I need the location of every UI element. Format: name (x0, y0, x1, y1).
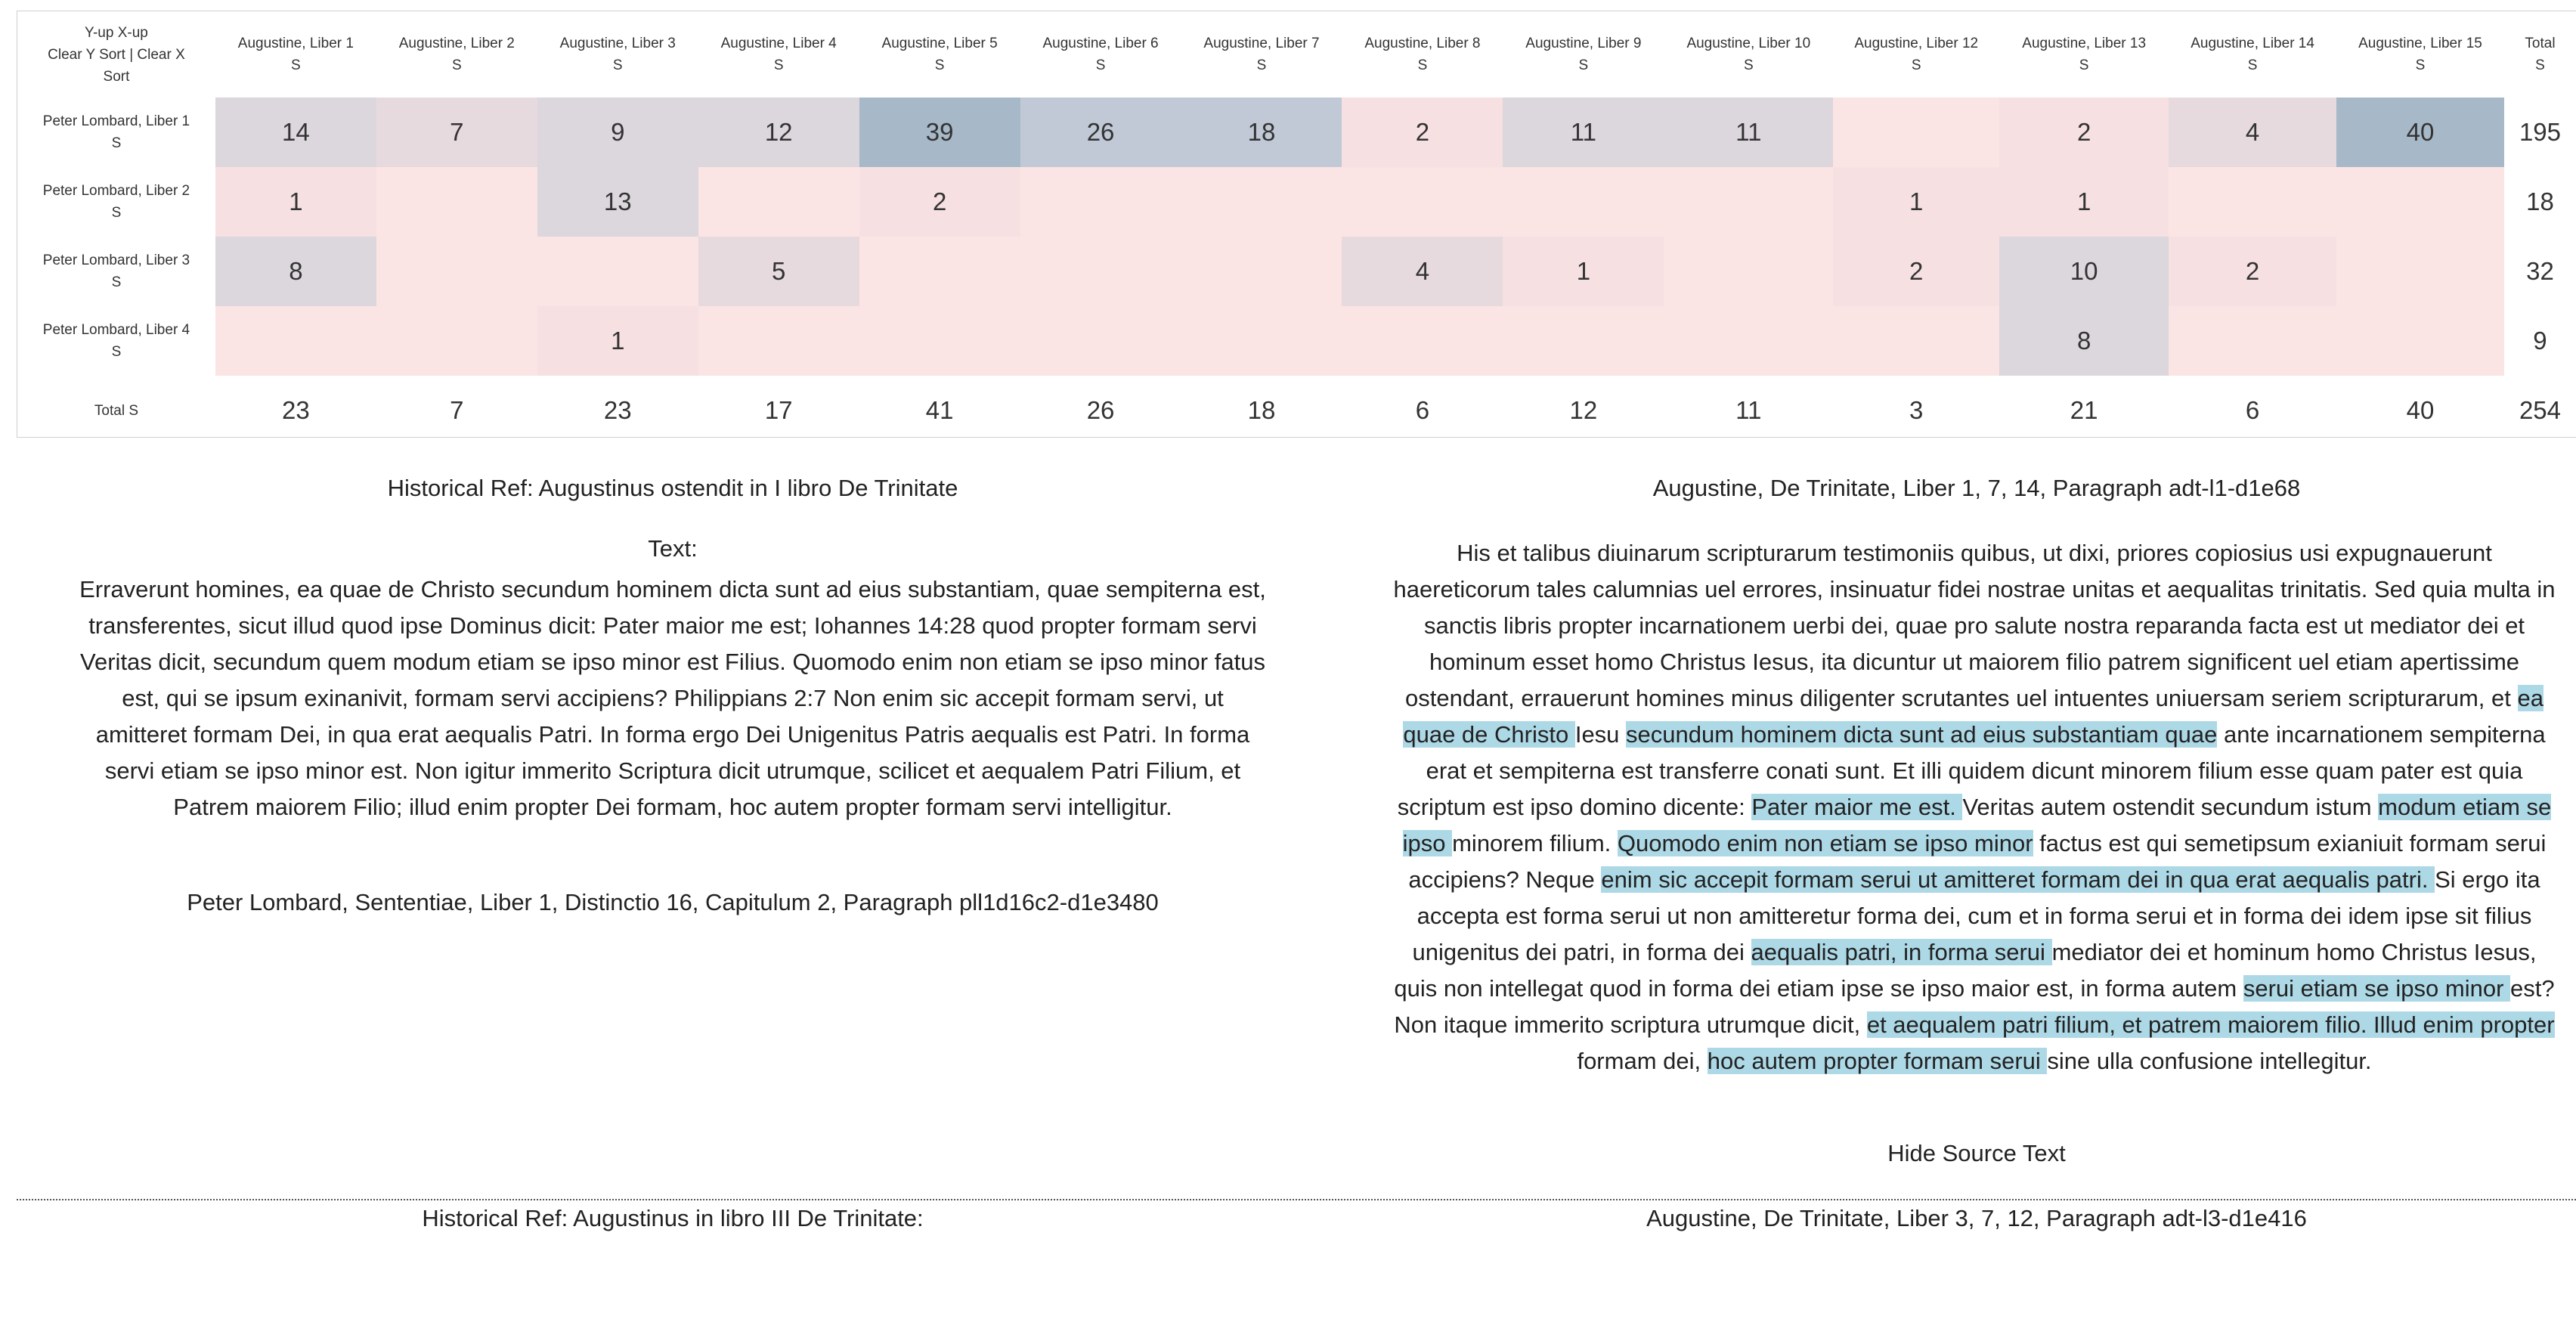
column-header-title: Augustine, Liber 4 (720, 36, 837, 51)
column-total: 3 (1909, 396, 1924, 424)
column-header-title: Augustine, Liber 2 (398, 36, 515, 51)
section-divider (17, 1199, 2576, 1200)
source-text-segment: formam dei, (1577, 1048, 1708, 1074)
right-source-text (1389, 535, 2559, 1079)
column-header-title: Augustine, Liber 7 (1203, 36, 1320, 51)
matrix-cell[interactable]: 5 (698, 237, 859, 306)
hide-source-text-link[interactable]: Hide Source Text (1887, 1140, 2066, 1166)
citation-matrix (17, 11, 2576, 438)
column-header[interactable] (1664, 11, 1833, 98)
column-total: 17 (764, 396, 793, 424)
matrix-cell[interactable]: 11 (1503, 98, 1664, 167)
column-total: 18 (1247, 396, 1276, 424)
matrix-cell (698, 167, 859, 237)
column-header-title: Augustine, Liber 10 (1686, 36, 1811, 51)
matrix-cell (2169, 306, 2336, 376)
matrix-cell[interactable]: 26 (1020, 98, 1181, 167)
column-sort-link[interactable]: S (1256, 57, 1267, 73)
source-text-segment: sine ulla confusione intellegitur. (2047, 1048, 2372, 1074)
source-text-segment: mediator dei et hominum homo Christus Iesus, quis non intellegat quod in forma dei etiam ipse se ipso maior est, in forma autem (1394, 939, 2537, 1002)
column-total: 21 (2070, 396, 2098, 424)
row-total: 195 (2504, 98, 2576, 167)
highlighted-match: Pater maior me est. (1751, 794, 1963, 820)
matrix-cell (376, 167, 537, 237)
source-text-segment: Iesu (1574, 721, 1627, 748)
matrix-row (17, 167, 2576, 237)
matrix-row (17, 306, 2576, 376)
column-header[interactable] (376, 11, 537, 98)
row-header[interactable] (17, 98, 215, 167)
matrix-body (17, 98, 2576, 376)
matrix-cell[interactable]: 10 (1999, 237, 2169, 306)
matrix-cell (1181, 167, 1342, 237)
matrix-cell[interactable]: 8 (1999, 306, 2169, 376)
row-header-title: Peter Lombard, Liber 2 (42, 183, 190, 199)
column-header[interactable] (1999, 11, 2169, 98)
matrix-cell (1020, 167, 1181, 237)
column-header[interactable] (2169, 11, 2336, 98)
column-sort-link[interactable]: S (1417, 57, 1428, 73)
matrix-cell (1664, 167, 1833, 237)
highlighted-match: secundum hominem dicta sunt ad eius substantiam quae (1626, 721, 2218, 748)
column-sort-link[interactable]: S (612, 57, 623, 73)
highlighted-match: modum etiam se ipso (1402, 794, 2552, 856)
row-sort-link[interactable]: S (111, 135, 122, 151)
column-sort-link[interactable]: S (291, 57, 301, 73)
column-header-title: Augustine, Liber 14 (2191, 36, 2314, 51)
column-sort-link[interactable]: S (1095, 57, 1106, 73)
source-text-segment: Veritas autem ostendit secundum istum (1962, 794, 2379, 820)
column-header[interactable] (1503, 11, 1664, 98)
matrix-cell (1833, 98, 1999, 167)
matrix-cell (1664, 306, 1833, 376)
column-header-title: Augustine, Liber 13 (2022, 36, 2147, 51)
source-text-segment: minorem filium. (1452, 830, 1618, 856)
row-header-title: Peter Lombard, Liber 1 (42, 113, 190, 129)
matrix-cell[interactable]: 1 (215, 167, 376, 237)
left-text-body: Erraverunt homines, ea quae de Christo secundum hominem dicta sunt ad eius substantiam, quae sempiterna est, transferentes, sicut illud quod ipse Dominus dicit: Pater maior me est; Iohannes 14:28 quod propter formam servi Veritas dicit, secundum quem modum etiam se ipso minor est Filius. Quomodo enim non etiam se ipso minor fatus est, qui se ipsum exinanivit, formam servi accipiens? Philippians 2:7 Non enim sic accepit formam servi, ut amitteret formam Dei, in qua erat aequalis Patri. In forma ergo Dei Unigenitus Patris aequalis est Patri. In forma servi etiam se ipso minor est. Non igitur immerito Scriptura dicit utrumque, scilicet et aequalem Patri Filium, et Patrem maiorem Filio; illud enim propter Dei formam, hoc autem propter formam servi intelligitur. (79, 576, 1266, 820)
row-header-title: Peter Lombard, Liber 3 (42, 252, 190, 268)
column-sort-link[interactable]: S (934, 57, 945, 73)
matrix-cell (859, 237, 1020, 306)
matrix-cell (2336, 167, 2504, 237)
total-row (17, 376, 2576, 445)
highlighted-match: aequalis patri, in forma serui (1751, 939, 2052, 965)
highlighted-match: et aequalem patri filium, et patrem maiorem filio. Illud enim propter (1866, 1011, 2555, 1038)
axis-direction-label: Y-up X-up (85, 24, 148, 41)
matrix-cell[interactable]: 2 (2169, 237, 2336, 306)
column-total: 23 (603, 396, 632, 424)
total-column-header (2504, 11, 2576, 98)
matrix-cell (1503, 167, 1664, 237)
right-citation[interactable]: Augustine, De Trinitate, Liber 1, 7, 14, Paragraph adt-l1-d1e68 (1652, 475, 2301, 501)
column-sort-link[interactable]: S (773, 57, 784, 73)
matrix-cell (859, 306, 1020, 376)
row-sort-link[interactable]: S (111, 344, 122, 360)
column-header[interactable] (215, 11, 376, 98)
column-header[interactable] (1833, 11, 1999, 98)
matrix-cell (1833, 306, 1999, 376)
column-header-title: Augustine, Liber 5 (881, 36, 998, 51)
column-header[interactable] (859, 11, 1020, 98)
source-text-segment: Si ergo ita accepta est forma serui ut non amitteretur forma dei, cum et in forma serui et in forma dei idem ipse sit filius unigenitus dei patri, in forma dei (1412, 866, 2540, 965)
matrix-cell[interactable]: 1 (537, 306, 698, 376)
row-total: 32 (2504, 237, 2576, 306)
matrix-cell (1181, 237, 1342, 306)
column-header[interactable] (1020, 11, 1181, 98)
matrix-cell[interactable]: 7 (376, 98, 537, 167)
matrix-cell[interactable]: 2 (859, 167, 1020, 237)
column-total: 6 (2245, 396, 2260, 424)
column-total: 6 (1415, 396, 1430, 424)
column-header[interactable] (698, 11, 859, 98)
matrix-cell[interactable]: 12 (698, 98, 859, 167)
matrix-cell[interactable]: 2 (1342, 98, 1503, 167)
source-text-segment: His et talibus diuinarum scripturarum testimoniis quibus, ut dixi, priores copiosius usi expugnauerunt haereticorum tales calumnias uel errores, insinuatur fidei nostrae unitas et aequalitas trinitatis. Sed quia multa in sanctis libris propter incarnationem uerbi dei, quae pro salute nostra reparanda facta est ut mediator dei et hominum esset homo Christus Iesus, ita dicuntur ut maiorem filio patrem significent uel etiam apertissime ostendant, errauerunt homines minus diligenter scrutantes uel intuentes uniuersam seriem scripturarum, et (1393, 540, 2556, 711)
column-header-title: Augustine, Liber 1 (237, 36, 354, 51)
column-sort-link[interactable]: S (451, 57, 462, 73)
column-header[interactable] (1181, 11, 1342, 98)
clear-y-sort-link[interactable]: Clear Y Sort (48, 46, 125, 63)
highlighted-match: enim sic accepit formam serui ut amitteret formam dei in qua erat aequalis patri. (1601, 866, 2435, 893)
matrix-row (17, 98, 2576, 167)
left-citation[interactable]: Peter Lombard, Sententiae, Liber 1, Distinctio 16, Capitulum 2, Paragraph pll1d16c2-d1e3480 (187, 889, 1159, 915)
header-row (17, 11, 2576, 98)
matrix-cell[interactable]: 9 (537, 98, 698, 167)
matrix-cell (2336, 306, 2504, 376)
column-sort-link[interactable]: S (2079, 57, 2089, 73)
left-historical-ref: Historical Ref: Augustinus ostendit in I libro De Trinitate (387, 475, 958, 501)
row-header[interactable] (17, 237, 215, 306)
matrix-cell[interactable]: 39 (859, 98, 1020, 167)
highlighted-match: hoc autem propter formam serui (1707, 1048, 2048, 1074)
matrix-cell (376, 306, 537, 376)
matrix-cell (1020, 306, 1181, 376)
left-text-label: Text: (648, 535, 698, 562)
column-total: 23 (282, 396, 310, 424)
matrix-cell[interactable]: 11 (1664, 98, 1833, 167)
matrix-cell (1020, 237, 1181, 306)
matrix-cell[interactable]: 1 (1503, 237, 1664, 306)
matrix-cell[interactable]: 2 (1999, 98, 2169, 167)
matrix-cell[interactable]: 1 (1999, 167, 2169, 237)
matrix-table (17, 11, 2576, 445)
row-header-title: Peter Lombard, Liber 4 (42, 322, 190, 338)
column-total: 40 (2406, 396, 2435, 424)
row-sort-link[interactable]: S (111, 205, 122, 221)
column-header[interactable] (537, 11, 698, 98)
column-header[interactable] (1342, 11, 1503, 98)
matrix-cell (2336, 237, 2504, 306)
corner-controls (17, 11, 215, 98)
grand-total: 254 (2519, 396, 2561, 424)
matrix-cell (1503, 306, 1664, 376)
sort-separator: | (125, 46, 138, 63)
column-header-title: Augustine, Liber 15 (2358, 36, 2482, 51)
total-row-label: Total S (94, 402, 138, 419)
matrix-row (17, 237, 2576, 306)
column-total: 12 (1569, 396, 1598, 424)
matrix-cell (1342, 306, 1503, 376)
column-header[interactable] (2336, 11, 2504, 98)
matrix-cell[interactable]: 13 (537, 167, 698, 237)
next-right-citation[interactable]: Augustine, De Trinitate, Liber 3, 7, 12, Paragraph adt-l3-d1e416 (1646, 1205, 2307, 1231)
matrix-cell (537, 237, 698, 306)
matrix-cell (215, 306, 376, 376)
highlighted-match: Quomodo enim non etiam se ipso minor (1617, 830, 2033, 856)
matrix-cell (2169, 167, 2336, 237)
matrix-cell[interactable]: 4 (2169, 98, 2336, 167)
matrix-cell (1664, 237, 1833, 306)
column-sort-link[interactable]: S (2415, 57, 2426, 73)
highlighted-match: ea quae de Christo (1403, 685, 2543, 748)
column-sort-link[interactable]: S (1578, 57, 1589, 73)
column-header-title: Augustine, Liber 3 (559, 36, 676, 51)
matrix-cell (376, 237, 537, 306)
column-total: 11 (1735, 396, 1762, 424)
total-column-title: Total (2525, 36, 2556, 51)
highlighted-match: serui etiam se ipso minor (2243, 975, 2511, 1002)
clear-x-sort-link[interactable]: Clear X (137, 46, 185, 63)
row-header[interactable] (17, 306, 215, 376)
clear-x-sort-link-cont[interactable]: Sort (103, 68, 130, 85)
column-total: 7 (450, 396, 464, 424)
matrix-cell (1342, 167, 1503, 237)
total-column-sort-link[interactable]: S (2535, 57, 2545, 73)
matrix-cell[interactable]: 4 (1342, 237, 1503, 306)
column-header-title: Augustine, Liber 9 (1525, 36, 1642, 51)
matrix-cell[interactable]: 14 (215, 98, 376, 167)
source-text-segment: ante incarnationem sempiterna erat et sempiterna est transferre conati sunt. Et illi quidem dicunt minorem filium esse quam pater est quia scriptum est ipso domino dicente: (1397, 721, 2546, 820)
row-total: 18 (2504, 167, 2576, 237)
column-sort-link[interactable]: S (1911, 57, 1921, 73)
column-sort-link[interactable]: S (2247, 57, 2258, 73)
matrix-cell[interactable]: 2 (1833, 237, 1999, 306)
column-header-title: Augustine, Liber 6 (1042, 36, 1159, 51)
source-text-segment: factus est qui semetipsum exianiuit formam serui accipiens? Neque (1408, 830, 2547, 893)
source-text-segment: est? Non itaque immerito scriptura utrumque dicit, (1394, 975, 2555, 1038)
column-total: 26 (1086, 396, 1115, 424)
column-total: 41 (925, 396, 954, 424)
matrix-cell[interactable]: 18 (1181, 98, 1342, 167)
row-header[interactable] (17, 167, 215, 237)
matrix-cell (1181, 306, 1342, 376)
matrix-cell[interactable]: 8 (215, 237, 376, 306)
column-header-title: Augustine, Liber 8 (1364, 36, 1481, 51)
next-historical-ref: Historical Ref: Augustinus in libro III De Trinitate: (422, 1205, 924, 1231)
matrix-cell (698, 306, 859, 376)
column-sort-link[interactable]: S (1743, 57, 1754, 73)
row-sort-link[interactable]: S (111, 274, 122, 290)
row-total: 9 (2504, 306, 2576, 376)
matrix-cell[interactable]: 1 (1833, 167, 1999, 237)
column-header-title: Augustine, Liber 12 (1854, 36, 1979, 51)
matrix-cell[interactable]: 40 (2336, 98, 2504, 167)
